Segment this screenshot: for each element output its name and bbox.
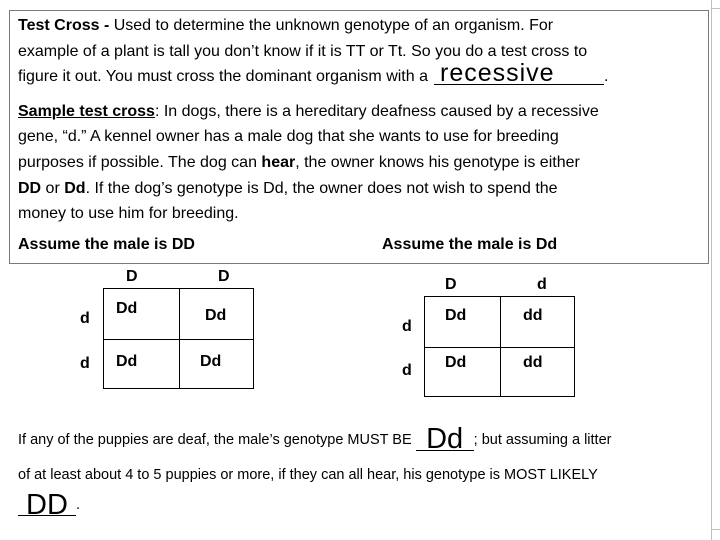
answer-blank-dd <box>18 486 76 521</box>
conclusion-end: . <box>76 497 81 513</box>
left-top-allele-2: D <box>218 268 230 285</box>
intro-line-3 <box>18 59 698 90</box>
answer-recessive: recessive <box>440 59 555 87</box>
right-side-allele-2: d <box>402 362 412 379</box>
left-side-allele-2: d <box>80 355 90 372</box>
sample-line-3-b: , the owner knows his genotype is either <box>295 154 580 171</box>
conclusion-line-1 <box>18 421 612 455</box>
scroll-down-arrow[interactable] <box>712 529 720 540</box>
scroll-up-arrow[interactable] <box>712 0 720 9</box>
left-top-allele-1: D <box>126 268 138 285</box>
sample-line-2: gene, “d.” A kennel owner has a male dog that she wants to use for breeding <box>18 128 559 145</box>
answer-blank-dd-het <box>416 421 474 455</box>
right-cell-2-2: dd <box>523 354 543 371</box>
sample-line-4-rest: . If the dog’s genotype is Dd, the owner does not wish to spend the <box>85 180 558 197</box>
left-cell-2-1: Dd <box>116 353 138 370</box>
right-top-allele-1: D <box>445 276 457 293</box>
left-cell-1-2: Dd <box>205 307 227 324</box>
answer-dd: DD <box>26 489 68 521</box>
right-cell-1-1: Dd <box>445 307 467 324</box>
intro-line-3-end: . <box>604 68 609 85</box>
right-top-allele-2: d <box>537 276 547 293</box>
side-scrollbar[interactable] <box>711 0 720 540</box>
sample-line-4-or: or <box>41 180 65 197</box>
left-side-allele-1: d <box>80 310 90 327</box>
sample-line-3-a: purposes if possible. The dog can <box>18 154 262 171</box>
sample-line-5: money to use him for breeding. <box>18 205 239 222</box>
intro-line-3-text: figure it out. You must cross the dominant organism with a <box>18 68 428 85</box>
sample-label: Sample test cross <box>18 103 155 120</box>
right-cell-1-2: dd <box>523 307 543 324</box>
left-cell-1-1: Dd <box>116 300 138 317</box>
left-cell-2-2: Dd <box>200 353 222 370</box>
answer-dd-het: Dd <box>426 423 464 455</box>
conclusion-line-1-a: If any of the puppies are deaf, the male’s genotype MUST BE <box>18 432 416 448</box>
hear-word: hear <box>261 154 296 171</box>
conclusion-line-2: of at least about 4 to 5 puppies or more, if they can all hear, his genotype is MOST LIKELY <box>18 467 598 483</box>
right-cross-title: Assume the male is Dd <box>382 236 558 253</box>
intro-line-1 <box>18 13 698 39</box>
right-cell-2-1: Dd <box>445 354 467 371</box>
genotype-dd-het: Dd <box>64 180 86 197</box>
intro-line-1-text: Used to determine the unknown genotype of an organism. For <box>109 17 554 34</box>
left-cross-title: Assume the male is DD <box>18 236 195 253</box>
sample-line-1-text: : In dogs, there is a hereditary deafness caused by a recessive <box>154 103 599 120</box>
sample-line-4 <box>18 176 698 202</box>
genotype-dd: DD <box>18 180 42 197</box>
conclusion-line-1-b: ; but assuming a litter <box>473 432 612 448</box>
right-side-allele-1: d <box>402 318 412 335</box>
answer-blank <box>434 59 604 87</box>
intro-heading: Test Cross - <box>18 17 110 34</box>
intro-line-2: example of a plant is tall you don’t know if it is TT or Tt. So you do a test cross to <box>18 43 588 60</box>
conclusion-line-3 <box>18 486 81 521</box>
sample-line-3 <box>18 150 698 176</box>
sample-line-1 <box>18 99 698 125</box>
